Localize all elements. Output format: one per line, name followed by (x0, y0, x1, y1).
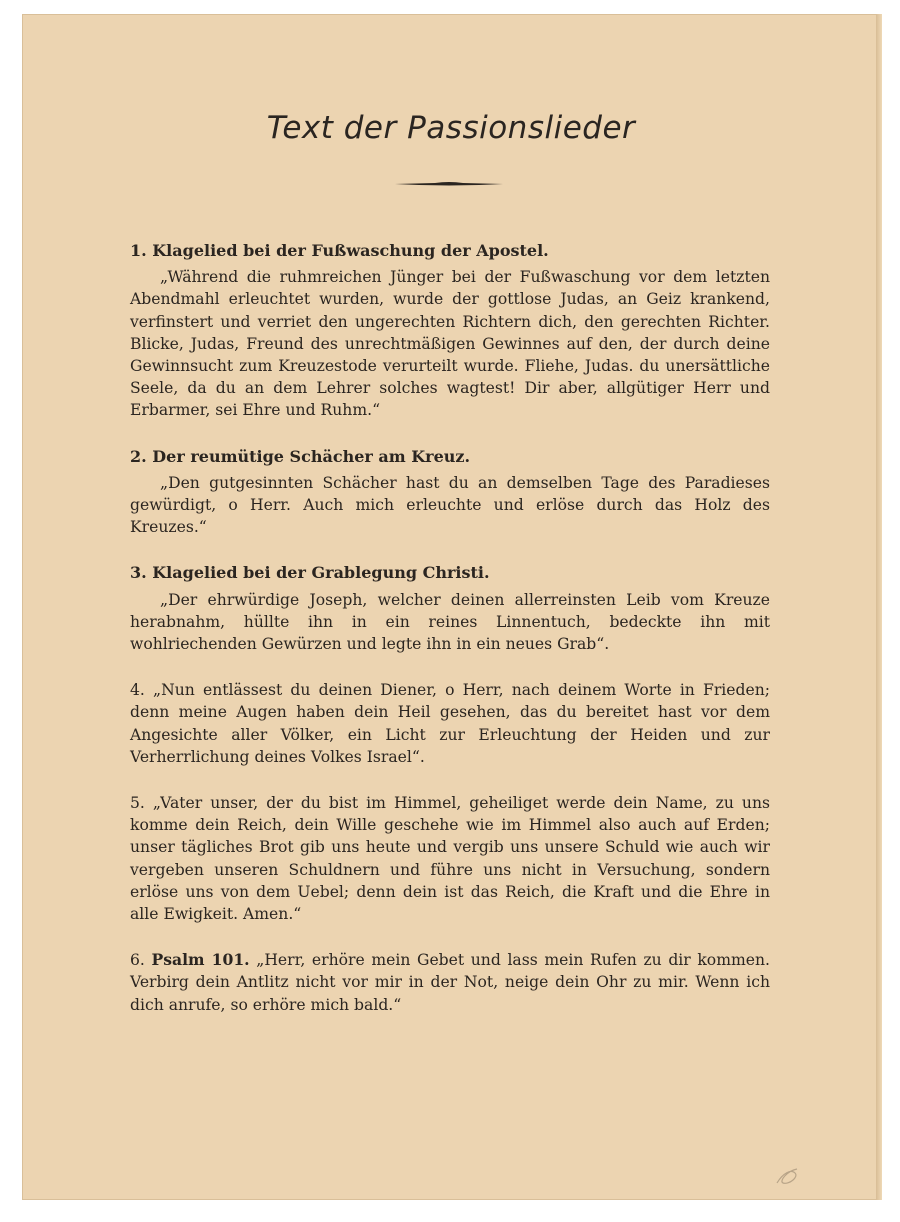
document-body (130, 240, 770, 1040)
paper-sheet (22, 14, 880, 1200)
document-title: Text der Passionslieder (266, 110, 636, 146)
title-ornament (395, 181, 503, 187)
section-text: „Den gutgesinnten Schächer hast du an demselben Tage des Paradieses gewürdigt, o Herr. Auch mich erleuchte und erlöse durch das Holz des Kreuzes.“ (130, 473, 770, 537)
section-3 (130, 562, 770, 655)
section-1 (130, 240, 770, 422)
section-2 (130, 446, 770, 539)
section-number: 6. (130, 951, 145, 970)
section-6 (130, 949, 770, 1016)
section-text: „Der ehrwürdige Joseph, welcher deinen allerreinsten Leib vom Kreuze herabnahm, hüllte ihn in ein reines Linnentuch, bedeckte ihn mit wohlriechenden Gewürzen und legte ihn in ein neues Grab“. (130, 590, 770, 654)
pencil-mark (773, 1163, 805, 1189)
paper-fold-edge (876, 14, 882, 1200)
section-4 (130, 679, 770, 768)
section-heading: 3. Klagelied bei der Grablegung Christi. (130, 563, 490, 583)
section-text (130, 949, 770, 1016)
section-text: 4. „Nun entlässest du deinen Diener, o Herr, nach deinem Worte in Frieden; denn meine Augen haben dein Heil gesehen, das du bereitet hast vor dem Angesichte aller Völker, ein Licht zur Erleuchtung der Heiden und zur Verherrlichung deines Volkes Israel“. (130, 681, 770, 766)
section-text: 5. „Vater unser, der du bist im Himmel, geheiliget werde dein Name, zu uns komme dein Reich, dein Wille geschehe wie im Himmel also auch auf Erden; unser tägliches Brot gib uns heute und vergib uns unsere Schuld wie auch wir vergeben unseren Schuldnern und führe uns nicht in Versuchung, sondern erlöse uns von dem Uebel; denn dein ist das Reich, die Kraft und die Ehre in alle Ewigkeit. Amen.“ (130, 794, 770, 924)
section-heading: 1. Klagelied bei der Fußwaschung der Apostel. (130, 241, 549, 260)
section-5 (130, 792, 770, 925)
section-heading: 2. Der reumütige Schächer am Kreuz. (130, 446, 471, 466)
psalm-label: Psalm 101. (151, 950, 250, 970)
psalm-text: „Herr, erhöre mein Gebet und lass mein Rufen zu dir kommen. Verbirg dein Antlitz nicht vor mir in der Not, neige dein Ohr zu mir. Wenn ich dich anrufe, so erhöre mich bald.“ (130, 951, 770, 1014)
section-text: „Während die ruhmreichen Jünger bei der Fußwaschung vor dem letzten Abendmahl erleuchtet wurden, wurde der gottlose Judas, an Geiz krankend, verfinstert und verriet den ungerechten Richtern dich, den gerechten Richter. Blicke, Judas, Freund des unrechtmäßigen Gewinnes auf den, der durch deine Gewinnsucht zum Kreuzestode verurteilt wurde. Fliehe, Judas. du unersättliche Seele, da du an dem Lehrer solches wagtest! Dir aber, allgütiger Herr und Erbarmer, sei Ehre und Ruhm.“ (130, 268, 770, 420)
